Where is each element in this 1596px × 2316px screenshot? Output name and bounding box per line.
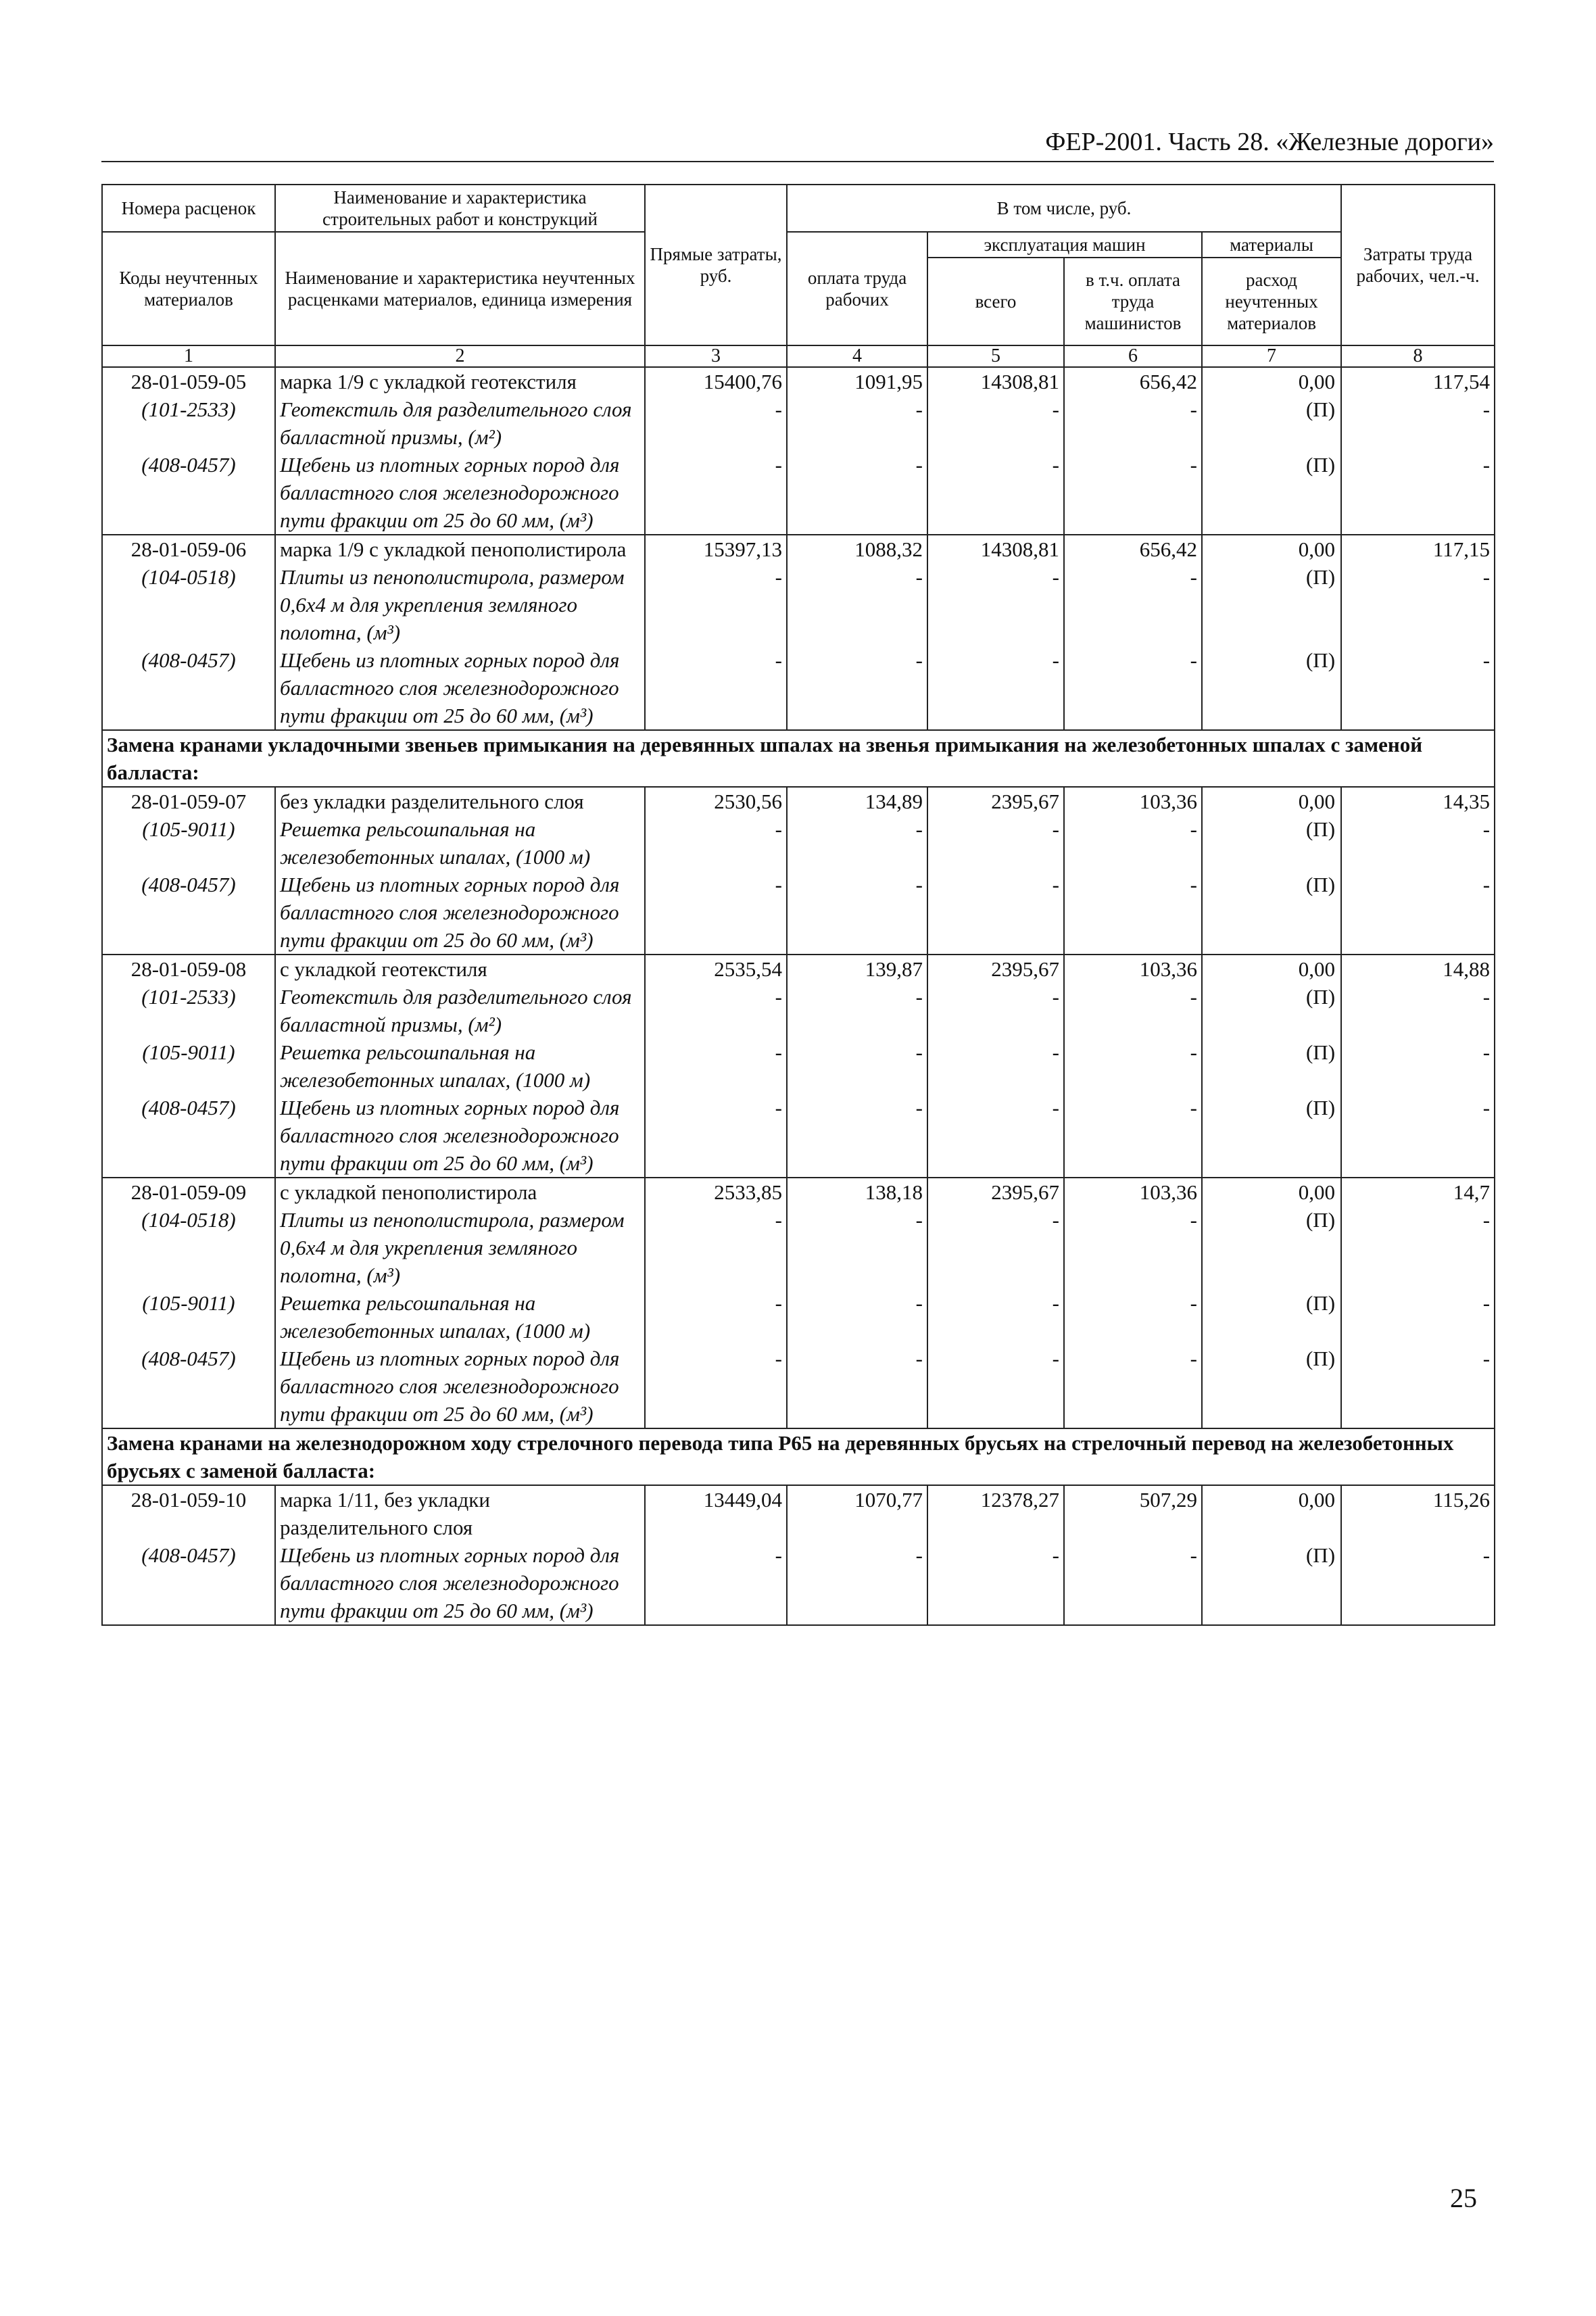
labor-hours: - [1341,1345,1495,1428]
materials: (П) [1202,563,1341,646]
rate-code: 28-01-059-10 [102,1485,275,1541]
labor-pay: 1088,32 [787,535,927,563]
labor-hours: - [1341,1206,1495,1289]
direct-costs: - [645,395,787,451]
machines-total: - [927,871,1064,955]
direct-costs: - [645,1345,787,1428]
material-description: Щебень из плотных горных пород для балластного слоя железнодорожного пути фракции от 25 до 60 мм, (м³) [275,451,645,535]
direct-costs: - [645,983,787,1038]
machines-total: 2395,67 [927,1178,1064,1206]
labor-pay: - [787,1345,927,1428]
labor-pay: - [787,815,927,871]
materials: 0,00 [1202,787,1341,815]
machines-operators-pay: - [1064,1345,1202,1428]
labor-hours: - [1341,1289,1495,1345]
rate-code: 28-01-059-05 [102,367,275,395]
labor-pay: - [787,1038,927,1094]
material-description: Решетка рельсошпальная на железобетонных шпалах, (1000 м) [275,1038,645,1094]
material-row [102,1289,1495,1345]
machines-total: - [927,1345,1064,1428]
labor-pay: - [787,871,927,955]
direct-costs: - [645,1038,787,1094]
machines-total: - [927,451,1064,535]
machines-operators-pay: 103,36 [1064,787,1202,815]
header-materials: материалы [1202,232,1341,258]
materials: 0,00 [1202,535,1341,563]
direct-costs: 2530,56 [645,787,787,815]
column-number: 5 [927,345,1064,367]
machines-operators-pay: 103,36 [1064,1178,1202,1206]
machines-operators-pay: - [1064,1206,1202,1289]
labor-hours: - [1341,815,1495,871]
header-direct-costs: Прямые затраты, руб. [645,185,787,345]
column-number: 3 [645,345,787,367]
column-numbers-row [102,345,1495,367]
labor-pay: - [787,1541,927,1625]
direct-costs: - [645,1206,787,1289]
direct-costs: 2533,85 [645,1178,787,1206]
rate-row [102,1178,1495,1206]
labor-pay: - [787,1289,927,1345]
machines-total: 12378,27 [927,1485,1064,1541]
header-labor-pay: оплата труда рабочих [787,232,927,345]
material-code: (104-0518) [102,563,275,646]
machines-total: - [927,646,1064,730]
work-description: без укладки разделительного слоя [275,787,645,815]
labor-hours: - [1341,563,1495,646]
header-machines-total: всего [927,258,1064,345]
page-number: 25 [1450,2183,1477,2213]
material-row [102,451,1495,535]
labor-hours: 14,88 [1341,955,1495,983]
material-row [102,646,1495,730]
machines-operators-pay: 103,36 [1064,955,1202,983]
machines-total: - [927,1206,1064,1289]
machines-total: 2395,67 [927,787,1064,815]
material-code: (101-2533) [102,395,275,451]
rate-code: 28-01-059-06 [102,535,275,563]
material-description: Решетка рельсошпальная на железобетонных шпалах, (1000 м) [275,1289,645,1345]
column-number: 7 [1202,345,1341,367]
machines-operators-pay: - [1064,1038,1202,1094]
machines-operators-pay: - [1064,983,1202,1038]
machines-operators-pay: 507,29 [1064,1485,1202,1541]
material-description: Щебень из плотных горных пород для балластного слоя железнодорожного пути фракции от 25 до 60 мм, (м³) [275,1345,645,1428]
machines-total: 14308,81 [927,535,1064,563]
column-number: 2 [275,345,645,367]
labor-hours: - [1341,395,1495,451]
machines-operators-pay: - [1064,451,1202,535]
rate-code: 28-01-059-09 [102,1178,275,1206]
materials: (П) [1202,1289,1341,1345]
labor-pay: - [787,563,927,646]
section-heading: Замена кранами укладочными звеньев примыкания на деревянных шпалах на звенья примыкания на железобетонных шпалах с заменой балласта: [102,730,1495,787]
labor-hours: - [1341,646,1495,730]
material-code: (408-0457) [102,451,275,535]
materials: (П) [1202,1541,1341,1625]
material-code: (104-0518) [102,1206,275,1289]
labor-pay: - [787,1094,927,1178]
column-number: 8 [1341,345,1495,367]
material-description: Геотекстиль для разделительного слоя балластной призмы, (м²) [275,983,645,1038]
materials: (П) [1202,1206,1341,1289]
direct-costs: - [645,871,787,955]
material-row [102,563,1495,646]
material-code: (408-0457) [102,646,275,730]
section-heading: Замена кранами на железнодорожном ходу стрелочного перевода типа Р65 на деревянных брусьях на стрелочный перевод на железобетонных брусьях с заменой балласта: [102,1428,1495,1485]
material-row [102,395,1495,451]
material-code: (408-0457) [102,871,275,955]
labor-pay: 138,18 [787,1178,927,1206]
machines-operators-pay: - [1064,1094,1202,1178]
direct-costs: 2535,54 [645,955,787,983]
materials: (П) [1202,983,1341,1038]
machines-total: 2395,67 [927,955,1064,983]
header-material-codes: Коды неучтенных материалов [102,232,275,345]
labor-pay: - [787,646,927,730]
header-machines: эксплуатация машин [927,232,1202,258]
machines-operators-pay: - [1064,1541,1202,1625]
labor-hours: - [1341,871,1495,955]
materials: (П) [1202,451,1341,535]
machines-total: - [927,1094,1064,1178]
rate-row [102,1485,1495,1541]
materials: (П) [1202,815,1341,871]
direct-costs: - [645,1289,787,1345]
direct-costs: - [645,1094,787,1178]
material-code: (408-0457) [102,1345,275,1428]
labor-hours: - [1341,983,1495,1038]
material-description: Плиты из пенополистирола, размером 0,6х4 м для укрепления земляного полотна, (м³) [275,1206,645,1289]
rates-table [101,184,1495,1626]
machines-operators-pay: - [1064,871,1202,955]
labor-pay: 1091,95 [787,367,927,395]
materials: 0,00 [1202,1178,1341,1206]
work-description: с укладкой геотекстиля [275,955,645,983]
machines-total: - [927,815,1064,871]
table-header [102,185,1495,367]
column-number: 1 [102,345,275,367]
labor-hours: 117,15 [1341,535,1495,563]
machines-operators-pay: - [1064,563,1202,646]
material-description: Геотекстиль для разделительного слоя балластной призмы, (м²) [275,395,645,451]
materials: 0,00 [1202,955,1341,983]
labor-hours: 117,54 [1341,367,1495,395]
material-description: Щебень из плотных горных пород для балластного слоя железнодорожного пути фракции от 25 до 60 мм, (м³) [275,1541,645,1625]
header-work-name: Наименование и характеристика строительных работ и конструкций [275,185,645,232]
material-row [102,871,1495,955]
machines-operators-pay: - [1064,1289,1202,1345]
labor-pay: - [787,395,927,451]
direct-costs: - [645,646,787,730]
direct-costs: 15400,76 [645,367,787,395]
material-row [102,983,1495,1038]
machines-total: - [927,983,1064,1038]
material-description: Плиты из пенополистирола, размером 0,6х4 м для укрепления земляного полотна, (м³) [275,563,645,646]
work-description: с укладкой пенополистирола [275,1178,645,1206]
header-machines-operators: в т.ч. оплата труда машинистов [1064,258,1202,345]
direct-costs: 13449,04 [645,1485,787,1541]
material-description: Щебень из плотных горных пород для балластного слоя железнодорожного пути фракции от 25 до 60 мм, (м³) [275,646,645,730]
section-heading-row [102,1428,1495,1485]
page-header [101,127,1494,162]
table-body [102,367,1495,1625]
labor-hours: - [1341,1094,1495,1178]
material-description: Щебень из плотных горных пород для балластного слоя железнодорожного пути фракции от 25 до 60 мм, (м³) [275,1094,645,1178]
machines-total: - [927,563,1064,646]
labor-pay: - [787,1206,927,1289]
column-number: 6 [1064,345,1202,367]
machines-operators-pay: - [1064,395,1202,451]
header-including: В том числе, руб. [787,185,1341,232]
machines-operators-pay: 656,42 [1064,535,1202,563]
rate-row [102,535,1495,563]
materials: (П) [1202,1345,1341,1428]
material-code: (408-0457) [102,1541,275,1625]
material-code: (408-0457) [102,1094,275,1178]
materials: (П) [1202,646,1341,730]
page-title: ФЕР-2001. Часть 28. «Железные дороги» [1045,128,1494,156]
machines-operators-pay: - [1064,646,1202,730]
work-description: марка 1/11, без укладки разделительного слоя [275,1485,645,1541]
rate-code: 28-01-059-08 [102,955,275,983]
material-row [102,815,1495,871]
machines-operators-pay: - [1064,815,1202,871]
machines-total: - [927,395,1064,451]
materials: (П) [1202,871,1341,955]
labor-hours: 115,26 [1341,1485,1495,1541]
work-description: марка 1/9 с укладкой геотекстиля [275,367,645,395]
material-description: Решетка рельсошпальная на железобетонных шпалах, (1000 м) [275,815,645,871]
labor-hours: - [1341,1541,1495,1625]
materials: 0,00 [1202,367,1341,395]
machines-total: - [927,1038,1064,1094]
labor-hours: - [1341,1038,1495,1094]
rate-row [102,955,1495,983]
labor-hours: 14,35 [1341,787,1495,815]
labor-pay: 1070,77 [787,1485,927,1541]
material-row [102,1038,1495,1094]
labor-hours: - [1341,451,1495,535]
material-row [102,1206,1495,1289]
section-heading-row [102,730,1495,787]
labor-pay: 134,89 [787,787,927,815]
direct-costs: - [645,815,787,871]
machines-total: - [927,1289,1064,1345]
materials: (П) [1202,395,1341,451]
materials: (П) [1202,1038,1341,1094]
labor-pay: 139,87 [787,955,927,983]
header-materials-consumption: расход неучтенных материалов [1202,258,1341,345]
material-description: Щебень из плотных горных пород для балластного слоя железнодорожного пути фракции от 25 до 60 мм, (м³) [275,871,645,955]
work-description: марка 1/9 с укладкой пенополистирола [275,535,645,563]
material-code: (105-9011) [102,1038,275,1094]
materials: (П) [1202,1094,1341,1178]
header-rate-numbers: Номера расценок [102,185,275,232]
machines-operators-pay: 656,42 [1064,367,1202,395]
rate-code: 28-01-059-07 [102,787,275,815]
labor-pay: - [787,451,927,535]
material-row [102,1345,1495,1428]
materials: 0,00 [1202,1485,1341,1541]
rate-row [102,367,1495,395]
material-code: (105-9011) [102,1289,275,1345]
machines-total: - [927,1541,1064,1625]
material-code: (105-9011) [102,815,275,871]
header-material-names: Наименование и характеристика неучтенных расценками материалов, единица измерения [275,232,645,345]
material-row [102,1094,1495,1178]
direct-costs: - [645,1541,787,1625]
direct-costs: - [645,563,787,646]
rate-row [102,787,1495,815]
labor-pay: - [787,983,927,1038]
material-code: (101-2533) [102,983,275,1038]
direct-costs: - [645,451,787,535]
column-number: 4 [787,345,927,367]
material-row [102,1541,1495,1625]
labor-hours: 14,7 [1341,1178,1495,1206]
machines-total: 14308,81 [927,367,1064,395]
direct-costs: 15397,13 [645,535,787,563]
header-labor-cost: Затраты труда рабочих, чел.-ч. [1341,185,1495,345]
